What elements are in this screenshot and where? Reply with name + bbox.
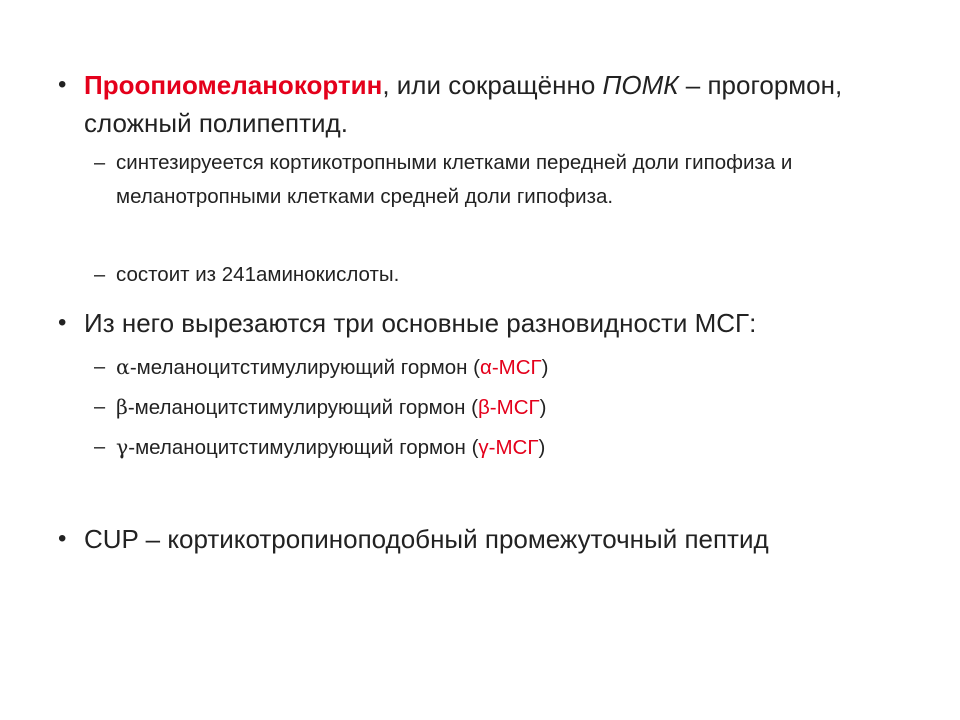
bullet-2-marker: • — [58, 309, 67, 336]
beta-text: -меланоцитстимулирующий гормон ( — [127, 396, 478, 419]
dash-4: – — [94, 396, 106, 418]
alpha-close: ) — [541, 356, 549, 379]
bullet-1-marker: • — [58, 71, 67, 98]
gamma-msh-label: γ-МСГ — [478, 436, 539, 459]
gamma-text: -меланоцитстимулирующий гормон ( — [128, 436, 479, 459]
beta-symbol: β — [116, 395, 128, 419]
sub-item-gamma-msh — [116, 430, 876, 465]
bullet-1-text-a: , или сокращённо — [382, 70, 603, 100]
dash-2: – — [94, 264, 106, 286]
alpha-msh-label: α-МСГ — [479, 356, 542, 379]
sub-item-beta-msh — [116, 390, 876, 425]
beta-close: ) — [539, 396, 547, 419]
alpha-text: -меланоцитстимулирующий гормон ( — [129, 356, 480, 379]
dash-1: – — [94, 152, 106, 174]
dash-5: – — [94, 436, 106, 458]
gamma-symbol: γ — [116, 435, 129, 459]
sub-item-synthesis: синтезируеется кортикотропными клетками передней доли гипофиза и меланотропными клетками средней доли гипофиза. — [116, 151, 793, 208]
sub-item-amino-acids: состоит из 241аминокислоты. — [116, 263, 400, 286]
dash-3: – — [94, 356, 106, 378]
sub-item-alpha-msh — [116, 350, 876, 385]
bullet-3: CUP – кортикотропиноподобный промежуточный пептид — [84, 524, 769, 554]
pomc-term: Проопиомеланокортин — [84, 70, 383, 100]
bullet-3-marker: • — [58, 525, 67, 552]
bullet-1-text-b: – прогормон, сложный полипептид. — [84, 70, 843, 138]
bullet-1 — [84, 66, 884, 142]
beta-msh-label: β-МСГ — [478, 396, 540, 419]
bullet-2: Из него вырезаются три основные разновидности МСГ: — [84, 308, 757, 338]
alpha-symbol: α — [116, 355, 130, 379]
gamma-close: ) — [538, 436, 546, 459]
pomc-abbr: ПОМК — [602, 70, 679, 100]
